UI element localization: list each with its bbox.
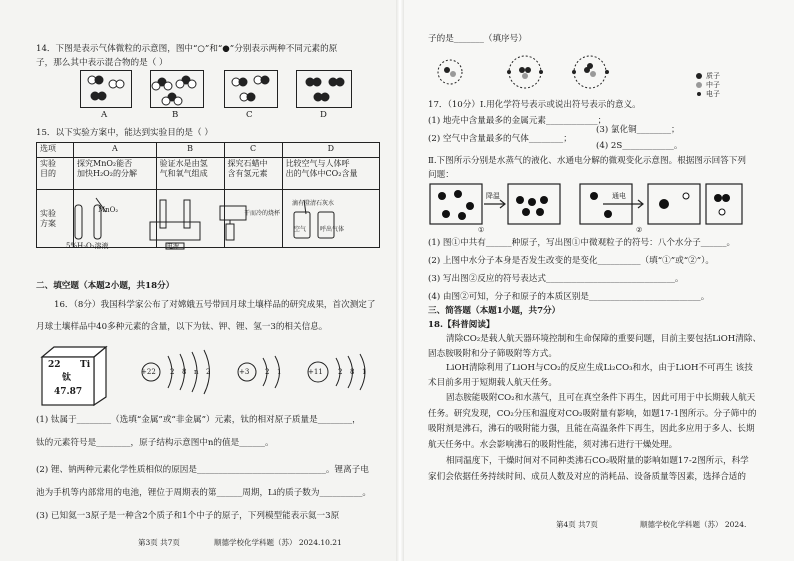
q15-label-cold-cup: 干而冷的烧杯: [244, 210, 281, 217]
q15-goal-label-line2: 目的: [40, 169, 56, 178]
legend-neutron: 中子: [706, 81, 720, 89]
left-footer-page: 第3页 共7页: [138, 538, 180, 547]
q14-option-a-label: A: [101, 110, 108, 120]
q15-goal-a-line2: 加快H₂O₂的分解: [77, 169, 137, 178]
na-shell-2: 8: [350, 368, 355, 376]
li-nucleus: +3: [239, 368, 250, 376]
legend-proton: 质子: [706, 72, 720, 80]
q18-p3: 固态胺能吸附CO₂和水蒸气，且可在真空条件下再生，因此可用于中长期载人航天: [446, 393, 756, 403]
q17-sub1: (1) 图①中共有______种原子，写出图①中微观粒子的符号：八个水分子______。: [428, 238, 736, 248]
water-change-diagrams: [0, 0, 794, 240]
q16-part3: (3) 已知氦一3原子是一种含2个质子和1个中子的原子，下列模型能表示氦一3原: [36, 511, 340, 521]
q18-p4b: 家们会依据任务持续时间、成员人数及对应的消耗品、设备质量等因素，选择合适的: [428, 472, 746, 482]
ti-shell-2: 8: [182, 368, 187, 376]
q18-p4: 相同温度下，干燥时间对不同种类沸石CO₂吸附量的影响如题17-2图所示，科学: [446, 456, 749, 466]
q15-header-c: C: [224, 143, 282, 158]
left-footer-title: 顺德学校化学科题（苏） 2024.10.21: [214, 538, 342, 547]
na-shell-1: 2: [338, 368, 343, 376]
q15-header-a: A: [74, 143, 157, 158]
q17-part2: (2) 空气中含量最多的气体________；: [428, 134, 572, 144]
q16-text-2: 月球土壤样品中40多种元素的含量，以下为钛、钾、锂、氢一3的相关信息。: [36, 322, 328, 332]
section-3-title: 三、简答题（本题1小题，共7分）: [428, 306, 561, 316]
element-number: 22: [48, 360, 61, 370]
q18-p1: 清除CO₂是载人航天器环境控制和生命保障的重要问题，目前主要包括LiOH清除、: [446, 334, 762, 344]
q17-sub4: (4) 由图②可知，分子和原子的本质区别是__________________________。: [428, 292, 710, 302]
q15-plan-label-line2: 方案: [40, 218, 56, 228]
q17-text: 17．（10分）Ⅰ.用化学符号表示或说出符号表示的意义。: [428, 100, 641, 110]
legend-electron: 电子: [706, 90, 720, 98]
q15-label-power: 电源: [167, 243, 180, 250]
q15-goal-d-line2: 出的气体中CO₂含量: [285, 169, 358, 178]
q15-label-mno2: MnO₂: [98, 206, 119, 214]
q15-goal-label-line1: 实验: [40, 159, 56, 168]
q17-part1: (1) 地壳中含量最多的金属元素____________；: [428, 116, 607, 126]
q15-goal-b-line1: 验证水是由氢: [159, 159, 208, 168]
right-footer-title: 顺德学校化学科题（苏） 2024.: [640, 520, 747, 529]
element-symbol: Ti: [80, 360, 91, 370]
element-mass: 47.87: [54, 387, 83, 397]
ti-shell-4: 2: [206, 368, 211, 376]
q16-part2a: (2) 锂、钠两种元素化学性质相似的原因是______________________________。锂离子电: [36, 465, 369, 475]
q16-part3-continued: 子的是_______（填序号）: [428, 34, 527, 44]
q16-part1a: (1) 钛属于________（选填“金属”或“非金属”）元素，钛的相对原子质量是________，: [36, 415, 361, 425]
ti-nucleus: +22: [141, 368, 156, 376]
q17-part4: (4) 2S____________。: [596, 141, 683, 151]
q16-part2b: 池为手机等内部常用的电池，锂位于周期表的第______周期，Li的质子数为__________。: [36, 488, 372, 498]
q15-header-option: 选项: [37, 143, 74, 158]
ti-shell-3: n: [194, 368, 199, 376]
q15-text: 15．以下实验方案中，能达到实验目的是（ ）: [36, 128, 213, 138]
q15-header-d: D: [282, 143, 379, 158]
q17-sub3: (3) 写出图②反应的符号表达式______________________________。: [428, 274, 684, 284]
li-shell-2: 1: [277, 368, 282, 376]
mark-1: ①: [478, 226, 485, 234]
section-2-title: 二、填空题（本题2小题，共18分）: [36, 281, 175, 291]
q15-label-breath: 呼出气体: [320, 226, 345, 233]
ti-shell-1: 2: [170, 368, 175, 376]
q18-title: 18.【科普阅读】: [428, 320, 495, 330]
q15-goal-a-line1: 探究MnO₂能否: [77, 159, 133, 168]
q18-p2b: 术目前多用于短期载人航天任务。: [428, 378, 557, 388]
q14-option-d-label: D: [320, 110, 327, 120]
q15-goal-c-line1: 探究石蜡中: [227, 159, 268, 168]
q18-p2: LiOH清除利用了LiOH与CO₂的反应生成Li₂CO₃和水，由于LiOH不可再生 该技: [446, 363, 753, 373]
q15-header-b: B: [156, 143, 224, 158]
q15-goal-d-line1: 比较空气与人体呼: [285, 159, 350, 168]
q18-p3c: 吸附剂是沸石，沸石的吸附能力强，且能在高温条件下再生，因此多应用于多人、长期: [428, 424, 755, 434]
mark-2: ②: [636, 226, 643, 234]
arrow-cooling: 降温: [486, 192, 500, 200]
q15-plan-label-line1: 实验: [40, 208, 56, 218]
q14-option-b-label: B: [172, 110, 179, 120]
q16-part1b: 钛的元素符号是________，原子结构示意图中n的值是______。: [36, 438, 274, 448]
q15-label-h2o2: 5%H₂O₂溶液: [66, 242, 109, 250]
q17-sub2: (2) 上图中水分子本身是否发生改变的是变化__________（填“①”或“②”）。: [428, 256, 714, 266]
li-shell-1: 2: [265, 368, 270, 376]
q15-goal-c-line2: 含有氢元素: [227, 169, 268, 178]
q15-goal-b-line2: 气和氧气组成: [159, 169, 208, 178]
q15-label-limewater: 滴有澄清石灰水: [292, 200, 335, 207]
q17-part-ii-2: 问题：: [428, 170, 454, 180]
q18-p3d: 航天任务中。水会影响沸石的吸附性能，须对沸石进行干燥处理。: [428, 440, 678, 450]
q17-part-ii: Ⅱ.下图所示分别是水蒸气的液化、水通电分解的微观变化示意图。根据图示回答下列: [428, 156, 746, 166]
arrow-electrolysis: 通电: [612, 192, 626, 200]
na-shell-3: 1: [362, 368, 367, 376]
q17-part3: (3) 氯化铜________；: [596, 125, 680, 135]
q14-text-2: 子，那么其中表示混合物的是（ ）: [36, 58, 168, 68]
q18-p1b: 固态胺吸附和分子筛吸附等方式。: [428, 349, 557, 359]
element-name: 钛: [62, 373, 72, 383]
q16-text: 16．（8分）我国科学家公布了对嫦娥五号带回月球土壤样品的研究成果，首次测定了: [54, 300, 376, 310]
na-nucleus: +11: [308, 368, 323, 376]
q15-label-air: 空气: [294, 226, 307, 233]
q18-p3b: 任务。研究发现，CO₂分压和温度对CO₂吸附量有影响，如题17-1图所示。分子筛中的: [428, 409, 757, 419]
q14-text: 14．下图是表示气体微粒的示意图，图中“○”和“●”分别表示两种不同元素的原: [36, 44, 338, 54]
q14-option-c-label: C: [246, 110, 253, 120]
right-footer-page: 第4页 共7页: [556, 520, 598, 529]
